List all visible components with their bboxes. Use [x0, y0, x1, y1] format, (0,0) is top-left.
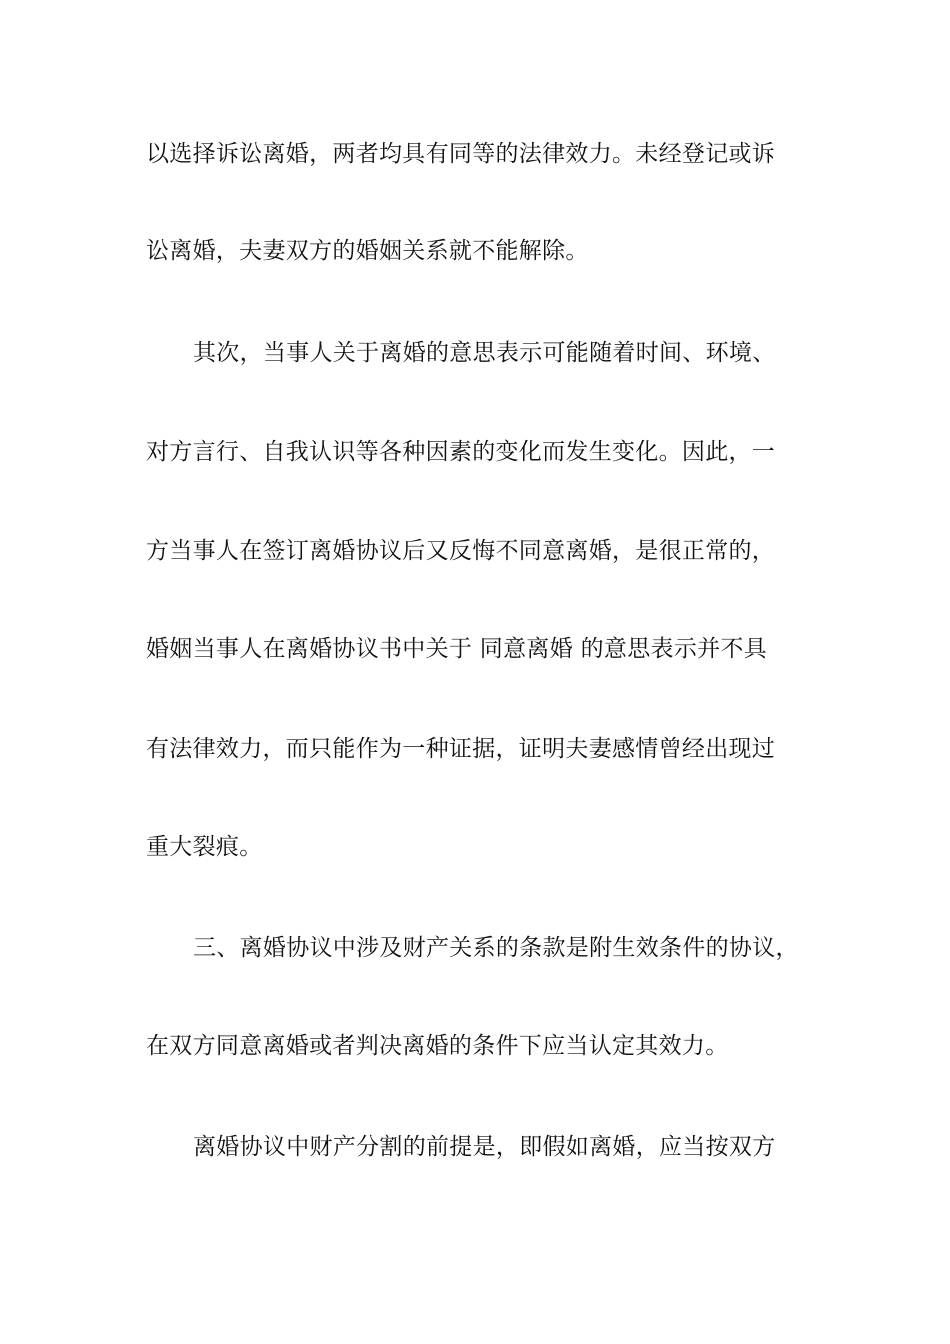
paragraph-line: 方当事人在签订离婚协议后又反悔不同意离婚，是很正常的， — [146, 538, 776, 564]
paragraph-line: 离婚协议中财产分割的前提是，即假如离婚，应当按双方 — [193, 1134, 776, 1160]
paragraph-line: 重大裂痕。 — [146, 834, 263, 860]
paragraph-line: 婚姻当事人在离婚协议书中关于 同意离婚 的意思表示并不具 — [146, 636, 768, 662]
paragraph-line: 对方言行、自我认识等各种因素的变化而发生变化。因此，一 — [146, 439, 776, 465]
section-heading-line: 三、离婚协议中涉及财产关系的条款是附生效条件的协议， — [193, 935, 799, 961]
paragraph-line: 以选择诉讼离婚，两者均具有同等的法律效力。未经登记或诉 — [146, 141, 776, 167]
paragraph-line: 在双方同意离婚或者判决离婚的条件下应当认定其效力。 — [146, 1033, 729, 1059]
paragraph-line: 其次，当事人关于离婚的意思表示可能随着时间、环境、 — [193, 340, 776, 366]
paragraph-line: 有法律效力，而只能作为一种证据，证明夫妻感情曾经出现过 — [146, 736, 776, 762]
paragraph-line: 讼离婚，夫妻双方的婚姻关系就不能解除。 — [146, 238, 589, 264]
